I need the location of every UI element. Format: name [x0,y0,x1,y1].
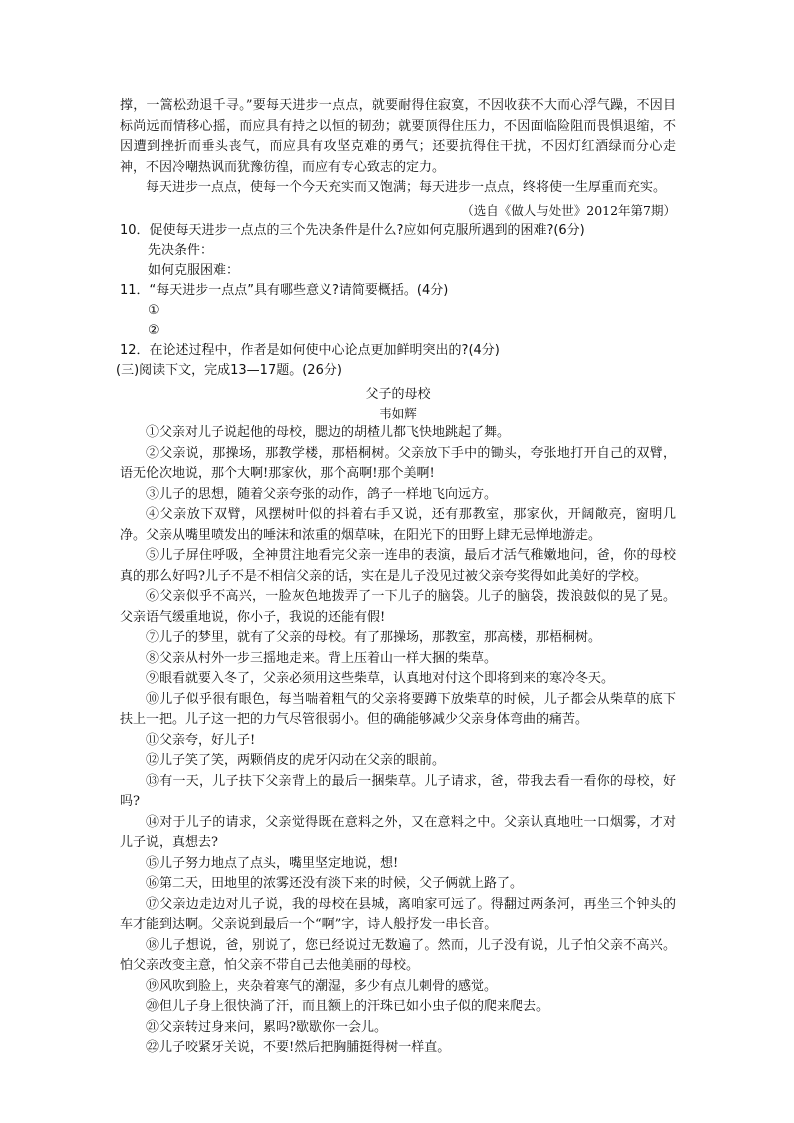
story-paragraph: ③儿子的思想，随着父亲夸张的动作，鸽子一样地飞向远方。 [146,486,498,502]
story-paragraph: ⑲风吹到脸上，夹杂着寒气的潮湿，多少有点儿刺骨的感觉。 [146,978,498,994]
story-paragraph: ⑰父亲边走边对儿子说，我的母校在县城，离咱家可远了。得翻过两条河，再坐三个钟头的车才能到达啊。父亲说到最后一个“啊”字，诗人般抒发一串长音。 [120,896,676,932]
question-11-answer-1: ① [148,303,160,318]
story-paragraph: ④父亲放下双臂，风摆树叶似的抖着右手又说，还有那教室，那家伙，开阔敞亮，窗明几净。父亲从嘴里喷发出的唾沫和浓重的烟草味，在阳光下的田野上肆无忌惮地游走。 [120,507,676,543]
story-paragraph: ⑱儿子想说，爸，别说了，您已经说过无数遍了。然而，儿子没有说，儿子怕父亲不高兴。怕父亲改变主意，怕父亲不带自己去他美丽的母校。 [120,937,676,973]
section-3-heading: (三)阅读下文，完成13—17题。(26分) [116,363,342,378]
question-11: 11．“每天进步一点点”具有哪些意义?请简要概括。(4分) [120,283,449,298]
story-paragraph: ⑩儿子似乎很有眼色，每当喘着粗气的父亲将要蹲下放柴草的时候，儿子都会从柴草的底下扶上一把。儿子这一把的力气尽管很弱小。但的确能够减少父亲身体弯曲的痛苦。 [120,691,676,727]
page [116,96,676,1059]
question-10: 10．促使每天进步一点点的三个先决条件是什么?应如何克服所遇到的困难?(6分) [120,223,585,238]
story-paragraph: ①父亲对儿子说起他的母校，腮边的胡楂儿都飞快地跳起了舞。 [146,425,511,440]
source-citation: （选自《做人与处世》2012年第7期） [461,202,676,218]
question-10-prereq: 先决条件： [148,243,214,258]
story-paragraph: ②父亲说，那操场，那教学楼，那梧桐树。父亲放下手中的锄头，夸张地打开自己的双臂，语无伦次地说，那个大啊!那家伙，那个高啊!那个美啊! [120,445,676,481]
story-paragraph: ㉒儿子咬紧牙关说，不要!然后把胸脯挺得树一样直。 [146,1040,451,1055]
story-paragraph: ⑬有一天，儿子扶下父亲背上的最后一捆柴草。儿子请求，爸，带我去看一看你的母校，好吗? [120,773,676,809]
story-paragraph: ⑯第二天，田地里的浓雾还没有淡下来的时候，父子俩就上路了。 [146,876,524,891]
intro-paragraph-1: 撑，一篙松劲退千寻。”要每天进步一点点，就要耐得住寂寞，不因收获不大而心浮气躁，不因目标尚远而情移心摇，而应具有持之以恒的韧劲；就要顶得住压力，不因面临险阻而畏惧退缩，不因遭到挫折而垂头丧气，而应具有攻坚克难的勇气；还要抗得住干扰，不因灯红酒绿而分心走神，不因冷嘲热讽而犹豫彷徨，而应有专心致志的定力。 [120,98,676,175]
story-paragraph: ⑪父亲夸，好儿子! [146,732,256,748]
story-paragraph: ⑫儿子笑了笑，两颗俏皮的虎牙闪动在父亲的眼前。 [146,753,446,768]
story-author: 韦如辉 [379,406,417,421]
story-paragraph: ⑤儿子屏住呼吸，全神贯注地看完父亲一连串的表演，最后才活气稚嫩地问，爸，你的母校真的那么好吗?儿子不是不相信父亲的话，实在是儿子没见过被父亲夸奖得如此美好的学校。 [120,548,676,584]
question-12: 12．在论述过程中，作者是如何使中心论点更加鲜明突出的?(4分) [120,343,500,358]
story-paragraph: ⑨眼看就要入冬了，父亲必须用这些柴草，认真地对付这个即将到来的寒冷冬天。 [146,671,615,686]
question-11-answer-2: ② [148,323,160,338]
intro-paragraph-2: 每天进步一点点，使每一个今天充实而又饱满；每天进步一点点，终将使一生厚重而充实。 [146,180,667,195]
story-title: 父子的母校 [365,387,431,402]
question-10-overcome: 如何克服困难： [148,263,240,278]
story-paragraph: ⑳但儿子身上很快淌了汗，而且额上的汗珠已如小虫子似的爬来爬去。 [146,999,550,1014]
story-paragraph: ⑭对于儿子的请求，父亲觉得既在意料之外，又在意料之中。父亲认真地吐一口烟雾，才对儿子说，真想去? [120,814,676,850]
story-paragraph: ⑧父亲从村外一步三摇地走来。背上压着山一样大捆的柴草。 [146,650,498,666]
story-paragraph: ⑦儿子的梦里，就有了父亲的母校。有了那操场，那教室，那高楼，那梧桐树。 [146,630,602,645]
story-paragraph: ⑥父亲似乎不高兴，一脸灰色地拨弄了一下儿子的脑袋。儿子的脑袋，拨浪鼓似的晃了晃。父亲语气缓重地说，你小子，我说的还能有假! [120,589,676,625]
story-body [120,423,676,1059]
story-paragraph: ㉑父亲转过身来问，累吗?歇歇你一会儿。 [146,1019,387,1035]
story-paragraph: ⑮儿子努力地点了点头，嘴里坚定地说，想! [146,855,399,871]
